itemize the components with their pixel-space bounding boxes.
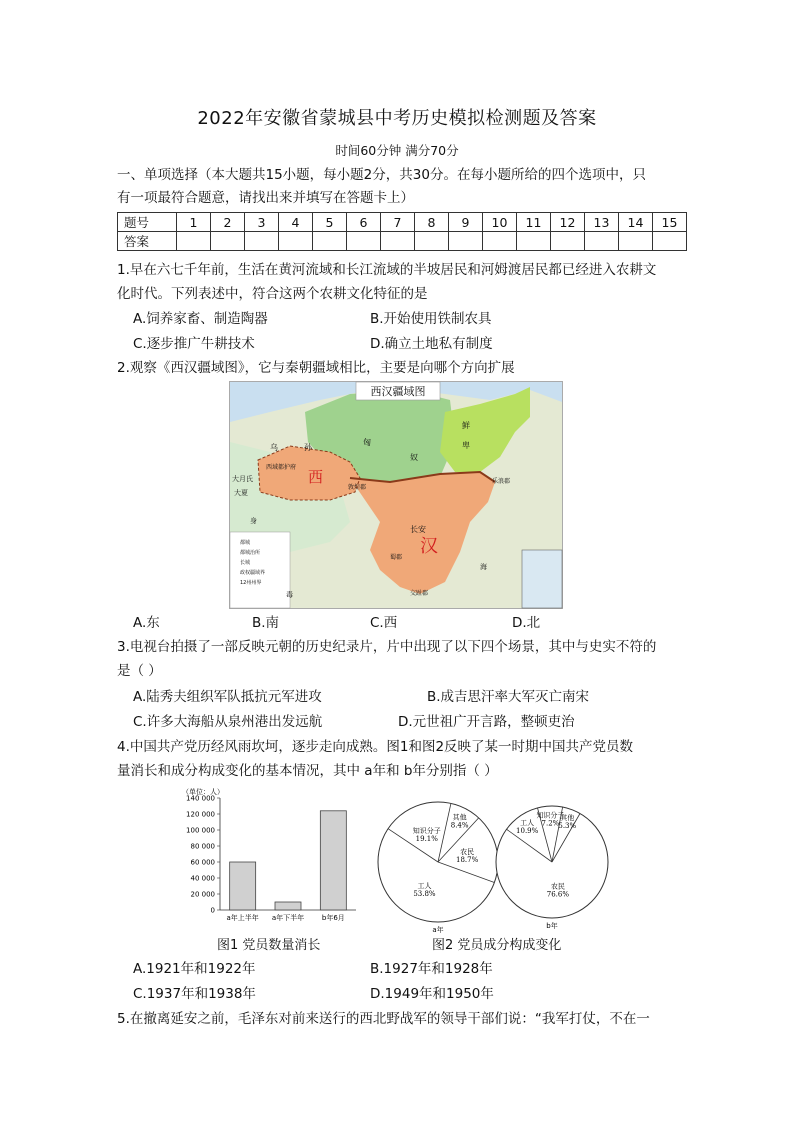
q2-option-a: A.东 xyxy=(133,615,160,631)
table-cell-number: 2 xyxy=(211,213,245,232)
western-han-map xyxy=(229,381,563,609)
bar-y-tick-label: 100 000 xyxy=(186,826,215,835)
q5-stem-line1: 5.在撤离延安之前，毛泽东对前来送行的西北野战军的领导干部们说：“我军打仗，不在一 xyxy=(117,1011,650,1027)
q1-option-d: D.确立土地私有制度 xyxy=(370,336,493,352)
pie-b-slice-label: 7.2% xyxy=(541,819,560,828)
answer-cell[interactable] xyxy=(381,232,415,251)
q3-stem-line2: 是（ ） xyxy=(117,663,162,679)
map-label-xi: 西 xyxy=(308,468,324,486)
section-instruction-line2: 有一项最符合题意，请找出来并填写在答题卡上） xyxy=(117,190,414,206)
bar-y-tick-label: 20 000 xyxy=(190,890,215,899)
q3-stem-line1: 3.电视台拍摄了一部反映元朝的历史纪录片，片中出现了以下四个场景，其中与史实不符的 xyxy=(117,639,657,655)
table-cell-number: 5 xyxy=(313,213,347,232)
answer-cell[interactable] xyxy=(585,232,619,251)
map-label-nu: 奴 xyxy=(410,453,418,462)
legend-item: 12州州界 xyxy=(240,580,262,586)
pie-a-slice-label: 8.4% xyxy=(450,821,469,830)
q3-option-c: C.许多大海船从泉州港出发远航 xyxy=(133,714,323,730)
map-label-xiong: 匈 xyxy=(363,438,371,447)
pie-a-slice-name: 工人 xyxy=(417,881,432,890)
table-cell-number: 6 xyxy=(347,213,381,232)
bar xyxy=(320,811,346,910)
map-label-shen: 身 xyxy=(250,517,257,525)
map-label-bei: 卑 xyxy=(462,441,470,450)
answer-cell[interactable] xyxy=(177,232,211,251)
q4-charts-svg xyxy=(180,786,612,934)
q4-stem-line2: 量消长和成分构成变化的基本情况，其中 a年和 b年分别指（ ） xyxy=(117,763,498,779)
table-cell-number: 12 xyxy=(551,213,585,232)
table-cell-number: 4 xyxy=(279,213,313,232)
answer-cell[interactable] xyxy=(653,232,687,251)
answer-cell[interactable] xyxy=(449,232,483,251)
table-header-answer: 答案 xyxy=(118,232,177,251)
q3-option-b: B.成吉思汗率大军灭亡南宋 xyxy=(427,689,590,705)
map-label-sun: 孙 xyxy=(304,443,312,452)
pie-chart-a xyxy=(378,802,498,934)
q1-stem-line1: 1.早在六七千年前，生活在黄河流域和长江流域的半坡居民和河姆渡居民都已经进入农耕文 xyxy=(117,262,657,278)
answer-cell[interactable] xyxy=(619,232,653,251)
pie-b-xlabel: b年 xyxy=(546,922,558,930)
bar-y-tick-label: 60 000 xyxy=(190,858,215,867)
answer-cell[interactable] xyxy=(245,232,279,251)
q1-option-c: C.逐步推广牛耕技术 xyxy=(133,336,255,352)
q1-stem-line2: 化时代。下列表述中，符合这两个农耕文化特征的是 xyxy=(117,286,428,302)
q3-option-a: A.陆秀夫组织军队抵抗元军进攻 xyxy=(133,689,322,705)
answer-cell[interactable] xyxy=(211,232,245,251)
pie-a-slice-name: 农民 xyxy=(460,847,475,856)
pie-b-slice-name: 知识分子 xyxy=(536,811,565,820)
bar-y-tick-label: 140 000 xyxy=(186,794,215,803)
bar-x-label: a年下半年 xyxy=(271,914,305,922)
pie-b-slice-name: 其他 xyxy=(560,814,575,823)
map-label-protectorate: 西域都护府 xyxy=(266,464,297,471)
fig2-caption: 图2 党员成分构成变化 xyxy=(432,938,562,953)
table-cell-number: 7 xyxy=(381,213,415,232)
bar-y-tick-label: 0 xyxy=(210,906,215,915)
page-subtitle: 时间60分钟 满分70分 xyxy=(335,143,459,158)
q1-option-a: A.饲养家畜、制造陶器 xyxy=(133,311,268,327)
q3-option-d: D.元世祖广开言路，整顿吏治 xyxy=(398,714,575,730)
bar xyxy=(230,862,256,910)
q4-figures xyxy=(180,786,612,934)
q1-option-b: B.开始使用铁制农具 xyxy=(370,311,492,327)
fig1-caption: 图1 党员数量消长 xyxy=(217,938,321,953)
bar-y-tick-label: 120 000 xyxy=(186,810,215,819)
table-header-number: 题号 xyxy=(118,213,177,232)
map-legend xyxy=(240,538,265,588)
map-label-changan: 长安 xyxy=(410,525,426,534)
map-label-du: 毒 xyxy=(286,591,293,599)
map-label-wu: 乌 xyxy=(270,443,278,452)
pie-chart-b xyxy=(496,806,608,930)
pie-a-slice-label: 18.7% xyxy=(456,855,479,864)
table-cell-number: 9 xyxy=(449,213,483,232)
bar-x-label: a年上半年 xyxy=(226,914,259,922)
answer-cell[interactable] xyxy=(483,232,517,251)
pie-b-slice-name: 农民 xyxy=(550,882,565,891)
pie-a-slice-label: 53.8% xyxy=(413,889,436,898)
bar-chart xyxy=(182,787,356,922)
table-cell-number: 1 xyxy=(177,213,211,232)
map-label-dunhuang: 敦煌郡 xyxy=(348,484,367,491)
map-label-daxia: 大夏 xyxy=(234,489,248,497)
legend-item: 长城 xyxy=(240,560,251,566)
answer-cell[interactable] xyxy=(517,232,551,251)
map-label-shu: 蜀郡 xyxy=(390,554,403,561)
q4-option-b: B.1927年和1928年 xyxy=(370,961,493,977)
pie-b-slice-label: 10.9% xyxy=(516,827,539,836)
table-cell-number: 3 xyxy=(245,213,279,232)
section-instruction-line1: 一、单项选择（本大题共15小题，每小题2分，共30分。在每小题所给的四个选项中，只 xyxy=(117,167,646,183)
map-label-han: 汉 xyxy=(420,536,438,557)
q4-stem-line1: 4.中国共产党历经风雨坎坷，逐步走向成熟。图1和图2反映了某一时期中国共产党员数 xyxy=(117,739,634,755)
bar-y-tick-label: 80 000 xyxy=(190,842,215,851)
q4-option-d: D.1949年和1950年 xyxy=(370,986,494,1002)
bar-unit-label: （单位：人） xyxy=(182,788,224,796)
answer-cell[interactable] xyxy=(415,232,449,251)
pie-a-slice-name: 知识分子 xyxy=(412,827,441,836)
q2-option-c: C.西 xyxy=(370,615,398,631)
table-cell-number: 13 xyxy=(585,213,619,232)
pie-b-slice-label: 5.3% xyxy=(558,822,577,831)
page-title: 2022年安徽省蒙城县中考历史模拟检测题及答案 xyxy=(197,108,597,129)
answer-cell[interactable] xyxy=(313,232,347,251)
legend-item: 都城 xyxy=(240,540,251,546)
answer-table xyxy=(117,212,687,251)
answer-cell[interactable] xyxy=(347,232,381,251)
q4-option-a: A.1921年和1922年 xyxy=(133,961,256,977)
map-title: 西汉疆域图 xyxy=(370,385,426,398)
bar-y-tick-label: 40 000 xyxy=(190,874,215,883)
bar xyxy=(275,902,301,910)
pie-a-xlabel: a年 xyxy=(432,926,444,934)
map-label-lelang: 乐浪郡 xyxy=(492,478,511,485)
pie-b-slice-name: 工人 xyxy=(520,819,535,828)
pie-b-slice-label: 76.6% xyxy=(546,890,570,899)
answer-cell[interactable] xyxy=(551,232,585,251)
map-label-dayuezhi: 大月氏 xyxy=(232,475,253,483)
legend-item: 都城治所 xyxy=(240,550,261,556)
answer-table-answer-row xyxy=(118,232,687,251)
q2-stem: 2.观察《西汉疆域图》，它与秦朝疆域相比，主要是向哪个方向扩展 xyxy=(117,360,515,376)
q2-option-d: D.北 xyxy=(512,615,541,631)
pie-a-slice-label: 19.1% xyxy=(415,835,438,844)
table-cell-number: 10 xyxy=(483,213,517,232)
answer-cell[interactable] xyxy=(279,232,313,251)
table-cell-number: 8 xyxy=(415,213,449,232)
map-label-sea: 海 xyxy=(480,563,487,571)
bar-x-label: b年6月 xyxy=(321,914,345,922)
q4-option-c: C.1937年和1938年 xyxy=(133,986,256,1002)
map-label-xian: 鲜 xyxy=(462,421,470,430)
pie-a-slice-name: 其他 xyxy=(452,813,467,822)
table-cell-number: 11 xyxy=(517,213,551,232)
map-label-jiaozhi: 交趾郡 xyxy=(410,590,429,597)
legend-item: 政权疆域界 xyxy=(240,570,266,576)
q2-option-b: B.南 xyxy=(252,615,280,631)
answer-table-number-row xyxy=(118,213,687,232)
table-cell-number: 14 xyxy=(619,213,653,232)
table-cell-number: 15 xyxy=(653,213,687,232)
